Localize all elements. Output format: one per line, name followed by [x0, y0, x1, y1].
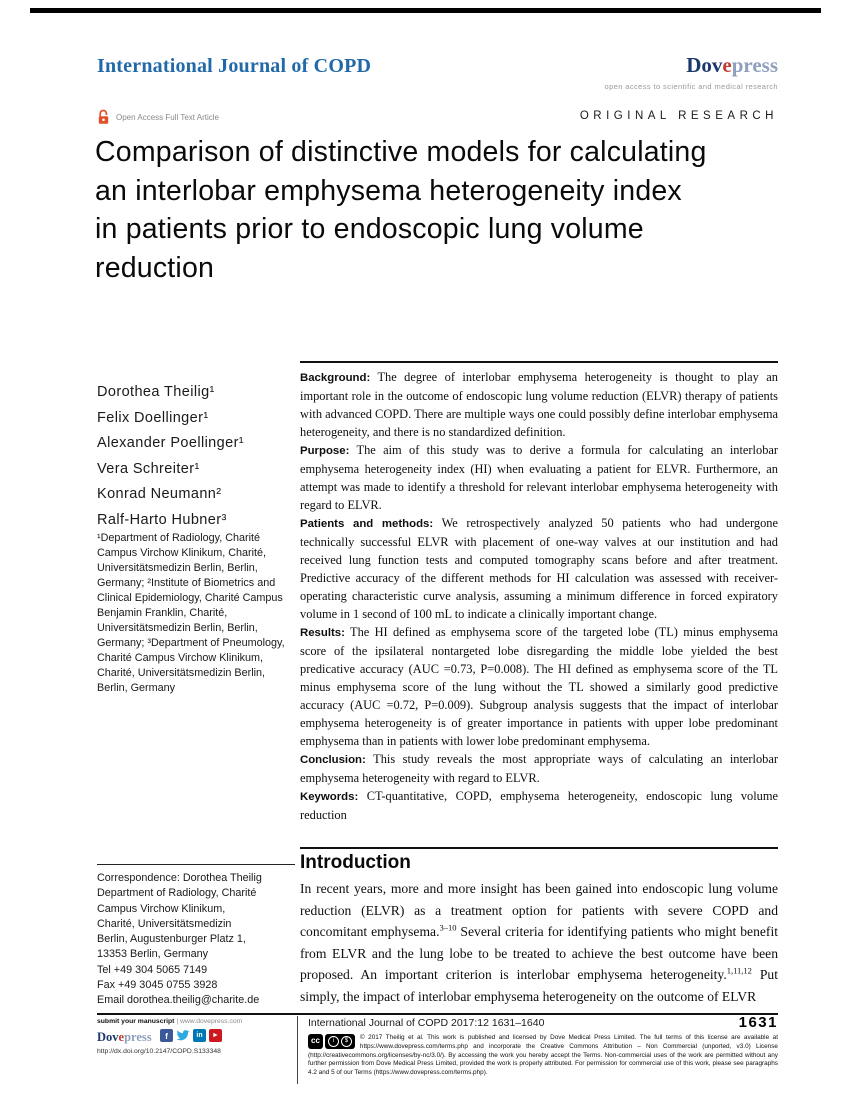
abstract-section-text: We retrospectively analyzed 50 patients who had undergone technically successful ELVR with placement of one-way valves at our institution and had received lung function tests and computed tomography scans before and after treatment. Predictive accuracy of the different methods for HI calculation was assessed with receiver-operating characteristic curve analysis, assuming a minimum difference in forced expiratory volume in 1 second of 100 mL to indicate a clinically important change. [300, 516, 778, 621]
correspondence-email[interactable]: Email dorothea.theilig@charite.de [97, 994, 260, 1007]
article-title-line: an interlobar emphysema heterogeneity index [95, 174, 682, 207]
article-title-line: Comparison of distinctive models for calculating [95, 136, 707, 168]
author-name: Konrad Neumann² [97, 486, 222, 502]
abstract-section-label: Results: [300, 627, 345, 639]
abstract-section-results [300, 623, 778, 750]
doi-link[interactable]: http://dx.doi.org/10.2147/COPD.S133348 [97, 1048, 221, 1055]
correspondence-line: 13353 Berlin, Germany [97, 948, 209, 961]
cc-license-badge [308, 1034, 355, 1049]
introduction-text-segment: Several criteria for identifying patients who might benefit from ELVR and the lung lobe to be treated to achieve the best outcome have been proposed. An important criterion is interlobar emphysema heterogeneity. [300, 924, 779, 983]
open-access-icon [97, 109, 110, 125]
abstract-section-patients-methods [300, 514, 778, 623]
open-access-label: Open Access Full Text Article [116, 112, 220, 122]
abstract-section-keywords [300, 787, 778, 824]
publisher-logo-dove: Dov [686, 53, 723, 77]
article-type-label: ORIGINAL RESEARCH [579, 110, 778, 122]
abstract-top-rule [300, 361, 778, 363]
publisher-tagline: open access to scientific and medical research [604, 82, 778, 91]
author-name: Alexander Poellinger¹ [97, 435, 245, 451]
footer-publisher-logo [97, 1030, 152, 1045]
author-name: Dorothea Theilig¹ [97, 384, 215, 400]
publisher-logo [686, 53, 778, 78]
abstract-section-label: Purpose: [300, 445, 350, 457]
footer-logo-e: e [118, 1030, 125, 1044]
abstract [300, 368, 778, 824]
cc-icon: cc [311, 1036, 320, 1046]
top-rule [30, 8, 821, 13]
footer-logo-press: press [124, 1030, 152, 1044]
youtube-icon[interactable]: ► [209, 1029, 222, 1042]
author-name: Ralf-Harto Hubner³ [97, 511, 227, 528]
publisher-logo-e: e [722, 53, 732, 77]
article-title-line: in patients prior to endoscopic lung volume [95, 213, 644, 245]
affiliations: ¹Department of Radiology, Charité Campus Virchow Klinikum, Charité, Universitätsmedizin Berlin, Berlin, Germany; ²Institute of Biometrics and Clinical Epidemiology, Charité Campus Benjamin Franklin, Charité, Universitätsmedizin Berlin, Berlin, Germany; ³Department of Pneumology, Charité Campus Virchow Klinikum, Charité, Universitätsmedizin Berlin, Berlin, Germany [97, 532, 285, 694]
submit-manuscript-label: submit your manuscript [97, 1018, 175, 1025]
introduction-rule [300, 847, 778, 849]
linkedin-icon[interactable]: in [193, 1029, 206, 1042]
publisher-logo-press: press [731, 53, 778, 77]
abstract-section-conclusion [300, 750, 778, 787]
social-icons-row [160, 1029, 222, 1042]
author-list [97, 380, 244, 533]
abstract-section-text: The HI defined as emphysema score of the targeted lobe (TL) minus emphysema score of the ipsilateral nontargeted lobe disregarding the middle lobe yielded the best predicative accuracy (AUC =0.73, P=0.008). The HI defined as emphysema score of the TL minus emphysema score of the lung without the TL showed a similarly good predictive accuracy (AUC =0.72, P=0.009). Subgroup analysis suggests that the impact of interlobar emphysema heterogeneity is of greater importance in patients with upper lobe predominant emphysema than in patients with lower lobe predominant emphysema. [300, 625, 778, 748]
license-block [308, 1034, 778, 1078]
introduction-text-segment: In recent years, more and more insight has been gained into endoscopic lung volume reduction (ELVR) as a treatment option for patients with severe COPD and concomitant emphysema. [300, 881, 778, 940]
abstract-section-label: Background: [300, 372, 371, 384]
open-access-row [97, 109, 219, 125]
page-number: 1631 [738, 1014, 778, 1031]
correspondence-phone: Tel +49 304 5065 7149 [97, 963, 208, 976]
submit-manuscript-line [97, 1018, 242, 1025]
abstract-section-label: Conclusion: [300, 754, 366, 766]
dovepress-url-link[interactable]: www.dovepress.com [179, 1018, 243, 1025]
cc-nc-icon: $ [341, 1036, 352, 1047]
reference-superscript[interactable]: 3–10 [439, 922, 457, 933]
article-title-line: reduction [95, 251, 215, 284]
abstract-section-purpose [300, 441, 778, 514]
abstract-section-text: The degree of interlobar emphysema heterogeneity is thought to play an important role in the outcome of endoscopic lung volume reduction (ELVR) therapy of patients with advanced COPD. There are multiple ways one could possibly define interlobar emphysema heterogeneity, and there is no standardized definition. [300, 370, 778, 439]
introduction-paragraph [300, 878, 778, 1008]
correspondence-block [97, 871, 297, 1009]
introduction-text-segment: Put simply, the impact of interlobar emphysema heterogeneity on the outcome of ELVR [300, 967, 778, 1004]
correspondence-rule [97, 864, 295, 865]
abstract-section-label: Patients and methods: [300, 518, 434, 530]
cc-by-icon: i [328, 1036, 339, 1047]
abstract-section-text: This study reveals the most appropriate ways of calculating an interlobar emphysema heterogeneity with regard to ELVR. [300, 752, 779, 785]
author-name: Vera Schreiter¹ [97, 460, 200, 477]
footer-logo-dove: Dov [97, 1030, 119, 1044]
author-name: Felix Doellinger¹ [97, 409, 209, 426]
twitter-icon[interactable] [176, 1029, 190, 1042]
abstract-section-background [300, 368, 778, 441]
introduction-heading: Introduction [300, 852, 411, 873]
abstract-section-text: The aim of this study was to derive a formula for calculating an interlobar emphysema heterogeneity index (HI) when evaluating a patient for ELVR. Furthermore, an attempt was made to identify a threshold for relevant interlobar emphysema heterogeneity with regard to ELVR. [300, 443, 779, 512]
correspondence-line: Department of Radiology, Charité [97, 887, 257, 900]
correspondence-line: Campus Virchow Klinikum, [97, 902, 226, 915]
article-title [95, 133, 715, 287]
submit-separator: | [176, 1018, 179, 1025]
abstract-section-label: Keywords: [300, 791, 359, 803]
journal-masthead-title: International Journal of COPD [97, 55, 372, 77]
correspondence-fax: Fax +49 3045 0755 3928 [97, 979, 218, 992]
abstract-section-text: CT-quantitative, COPD, emphysema heterogeneity, endoscopic lung volume reduction [300, 789, 778, 822]
correspondence-line: Correspondence: Dorothea Theilig [97, 872, 262, 884]
footer-rule [97, 1013, 778, 1015]
correspondence-line: Charité, Universitätsmedizin [97, 917, 232, 930]
correspondence-line: Berlin, Augustenburger Platz 1, [97, 933, 246, 946]
footer-divider [297, 1016, 298, 1084]
reference-superscript[interactable]: 1,11,12 [726, 965, 752, 976]
license-text: © 2017 Theilig et al. This work is published and licensed by Dove Medical Press Limited. The full terms of this license are available at https://www.dovepress.com/terms.php and incorporate the Creative Commons Attribution – Non Commercial (unported, v3.0) License (http://creativecommons.org/licenses/by-nc/3.0/). By accessing the work you hereby accept the Terms. Non-commercial uses of the work are permitted without any further permission from Dove Medical Press Limited, provided the work is properly attributed. For permission for commercial use of this work, please see paragraphs 4.2 and 5 of our Terms (https://www.dovepress.com/terms.php). [308, 1034, 778, 1077]
facebook-icon[interactable]: f [160, 1029, 173, 1042]
journal-citation: International Journal of COPD 2017:12 1631–1640 [308, 1017, 545, 1029]
